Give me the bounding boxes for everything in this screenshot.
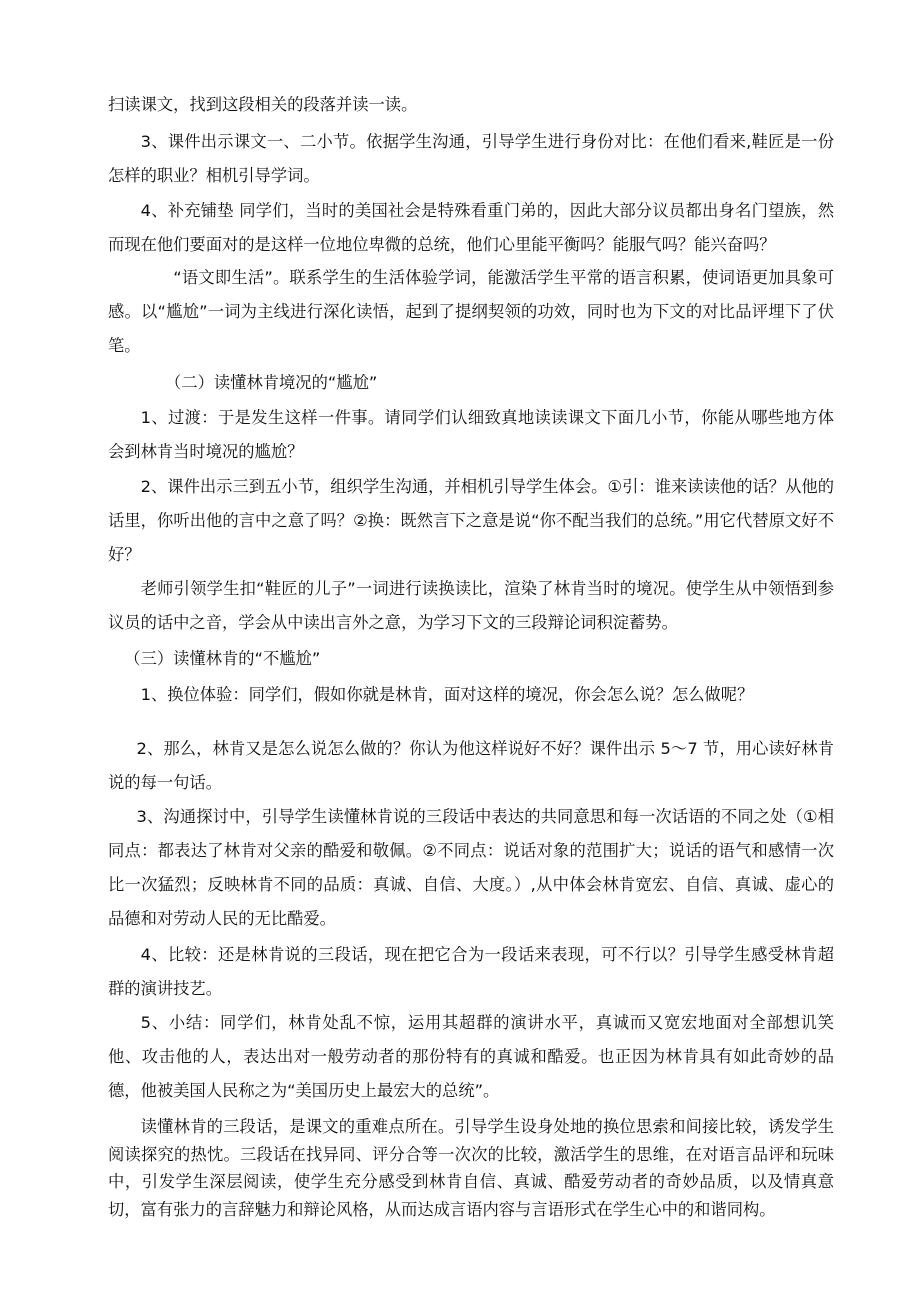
paragraph-11: 4、比较：还是林肯说的三段话，现在把它合为一段话来表现，可不行以？引导学生感受林肯超群的演讲技艺。: [108, 945, 834, 998]
paragraph-1: 扫读课文，找到这段相关的段落并读一读。: [108, 95, 418, 114]
paragraph-6: 2、课件出示三到五小节，组织学生沟通，并相机引导学生体会。①引：谁来读读他的话？从他的话里，你听出他的言中之意了吗？②换：既然言下之意是说“你不配当我们的总统。”用它代替原文好不好？: [108, 477, 834, 564]
paragraph-10: 3、沟通探讨中，引导学生读懂林肯说的三段话中表达的共同意思和每一次话语的不同之处（①相同点：都表达了林肯对父亲的酷爱和敬佩。②不同点：说话对象的范围扩大；说话的语气和感情一次比一次猛烈；反映林肯不同的品质：真诚、自信、大度。）,从中体会林肯宽宏、自信、真诚、虚心的品德和对劳动人民的无比酷爱。: [108, 807, 834, 928]
section-heading-3: （三）读懂林肯的“不尴尬”: [124, 649, 321, 668]
paragraph-12: 5、小结：同学们，林肯处乱不惊，运用其超群的演讲水平，真诚而又宽宏地面对全部想讥笑他、攻击他的人，表达出对一般劳动者的那份特有的真诚和酷爱。也正因为林肯具有如此奇妙的品德，他被美国人民称之为“美国历史上最宏大的总统”。: [108, 1013, 834, 1100]
paragraph-7: 老师引领学生扣“鞋匠的儿子”一词进行读换读比，渲染了林肯当时的境况。使学生从中领悟到参议员的话中之音，学会从中读出言外之意，为学习下文的三段辩论词积淀蓄势。: [108, 579, 834, 632]
paragraph-8: 1、换位体验：同学们，假如你就是林肯，面对这样的境况，你会怎么说？怎么做呢？: [140, 685, 754, 704]
paragraph-2: 3、课件出示课文一、二小节。依据学生沟通，引导学生进行身份对比：在他们看来,鞋匠是一份怎样的职业？相机引导学词。: [108, 132, 834, 185]
paragraph-3: 4、补充铺垫 同学们，当时的美国社会是特殊看重门弟的，因此大部分议员都出身名门望族，然而现在他们要面对的是这样一位地位卑微的总统，他们心里能平衡吗？能服气吗？能兴奋吗？: [108, 201, 834, 254]
paragraph-9: 2、那么，林肯又是怎么说怎么做的？你认为他这样说好不好？课件出示 5～7 节，用心读好林肯说的每一句话。: [108, 739, 834, 792]
paragraph-13: 读懂林肯的三段话，是课文的重难点所在。引导学生设身处地的换位思索和间接比较，诱发学生阅读探究的热忱。三段话在找异同、评分合等一次次的比较，激活学生的思维，在对语言品评和玩味中，引发学生深层阅读，使学生充分感受到林肯自信、真诚、酷爱劳动者的奇妙品质，以及情真意切，富有张力的言辞魅力和辩论风格，从而达成言语内容与言语形式在学生心中的和谐同构。: [108, 1117, 834, 1219]
paragraph-5: 1、过渡：于是发生这样一件事。请同学们认细致真地读读课文下面几小节，你能从哪些地方体会到林肯当时境况的尴尬？: [108, 408, 834, 461]
section-heading-2: （二）读懂林肯境况的“尴尬”: [165, 373, 378, 392]
paragraph-4: “语文即生活”。联系学生的生活体验学词，能激活学生平常的语言积累，使词语更加具象可感。以“尴尬”一词为主线进行深化读悟，起到了提纲契领的功效，同时也为下文的对比品评埋下了伏笔。: [108, 268, 834, 355]
